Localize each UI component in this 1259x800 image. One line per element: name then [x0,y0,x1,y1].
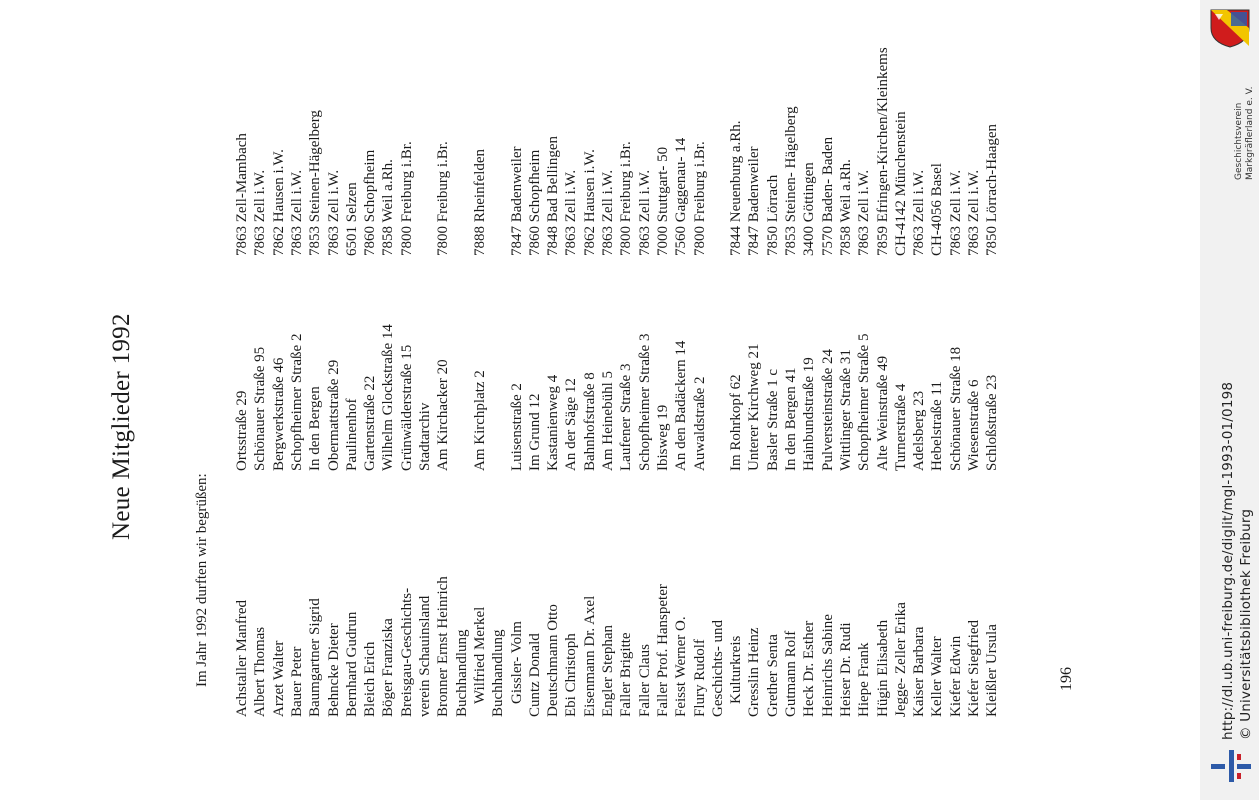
member-city: 7848 Bad Bellingen [545,136,562,256]
member-row [636,0,655,800]
source-url-link[interactable]: http://dl.ub.uni-freiburg.de/diglit/mgl-1993-01/0198 [1220,381,1236,740]
member-name: Bleich Erich [362,641,379,717]
member-row [910,0,929,800]
member-row [379,0,398,800]
member-row [892,0,911,800]
member-city: 7853 Steinen-Hägelberg [307,110,324,256]
member-name: Keller Walter [929,636,946,717]
member-row [489,0,508,800]
member-row [544,0,563,800]
member-name: Bronner Ernst Heinrich [435,576,452,717]
member-row [965,0,984,800]
member-city: 7863 Zell i.W. [856,169,873,256]
member-city: 7863 Zell i.W. [252,169,269,256]
member-city: 7863 Zell i.W. [947,169,964,256]
society-name-line2: Markgräflerland e. V. [1245,86,1255,180]
member-city: 7847 Badenweiler [508,146,525,256]
member-row [874,0,893,800]
member-name: Buchhandlung [453,629,470,717]
member-city: 7860 Schopfheim [362,149,379,256]
member-name: Kiefer Siegfried [966,619,982,717]
member-row [654,0,673,800]
member-name: Breisgau-Geschichts- [398,587,415,717]
member-row [434,0,453,800]
member-name: Kiefer Edwin [947,635,964,717]
member-city: 7858 Weil a.Rh. [380,159,397,256]
member-row [233,0,252,800]
member-street: Am Heinebühl 5 [600,371,616,471]
member-name: Behncke Dieter [325,623,342,717]
member-city: 7860 Schopfheim [526,149,543,256]
member-row [745,0,764,800]
intro-text: Im Jahr 1992 durften wir begrüßen: [194,473,210,687]
member-name: Heinrichs Sabine [819,614,836,717]
member-street: Ibisweg 19 [654,404,671,471]
viewer-sidebar [1200,0,1259,800]
member-street: Pulversteinstraße 24 [819,348,836,471]
member-city: 7560 Gaggenau- 14 [673,137,690,256]
member-street: Schönauer Straße 18 [947,346,964,471]
member-row [471,0,490,800]
member-name: Achstaller Manfred [234,599,250,717]
member-row [928,0,947,800]
member-city: 7863 Zell-Mambach [234,133,250,256]
member-city: 7862 Hausen i.W. [581,149,598,256]
sidebar-text-block [1200,0,1259,800]
member-street: Adelsberg 23 [911,390,928,471]
member-city: 7570 Baden- Baden [819,136,836,256]
member-street: An den Badäckern 14 [673,340,690,471]
member-street: Obermattstraße 29 [325,359,342,471]
member-city: CH-4142 Münchenstein [892,111,909,256]
member-street: Hebelstraße 11 [929,381,946,471]
member-name: Arzet Walter [270,640,287,717]
member-street: Wiesenstraße 6 [966,379,982,471]
member-name: Deutschmann Otto [545,604,562,717]
member-street: Bergwerkstraße 46 [270,357,287,471]
member-name: Feisst Werner O. [673,616,690,717]
member-street: Unterer Kirchweg 21 [746,343,763,471]
member-street: Ortsstraße 29 [234,390,250,471]
member-name: Engler Stephan [600,624,616,717]
page-number: 196 [1058,667,1075,691]
copyright-text: © Universitätsbibliothek Freiburg [1238,508,1254,740]
member-street: Wittlinger Straße 31 [837,349,854,471]
member-street: Basler Straße 1 c [764,368,781,471]
member-name: Wilfried Merkel [471,606,488,704]
member-name: Faller Brigitte [618,632,635,717]
member-city: 7888 Rheinfelden [471,148,488,256]
member-name: Jegge- Zeller Erika [892,602,909,717]
member-city: 7859 Efringen-Kirchen/Kleinkems [874,47,891,256]
member-row [947,0,966,800]
member-name: Grether Senta [764,634,781,717]
member-street: Auwaldstraße 2 [691,376,708,471]
member-row [983,0,1002,800]
member-city: 7800 Freiburg i.Br. [691,141,708,256]
member-street: Schopfheimer Straße 3 [636,333,653,471]
member-row [819,0,838,800]
member-row [398,0,417,800]
member-row [727,0,746,800]
member-city: 7844 Neuenburg a.Rh. [728,120,745,256]
member-name: Kleißler Ursula [984,624,1001,717]
member-street: Alte Weinstraße 49 [874,355,891,471]
member-name: Eisenmann Dr. Axel [581,595,598,717]
member-street: Schopfheimer Straße 2 [288,333,305,471]
member-name: Hiepe Frank [856,642,873,717]
member-street: Gartenstraße 22 [362,375,379,471]
member-name: verein Schauinsland [417,595,433,717]
member-city: 7858 Weil a.Rh. [837,159,854,256]
member-row [526,0,545,800]
member-street: Paulinenhof [343,398,360,471]
member-row [599,0,618,800]
member-row [709,0,728,800]
member-city: 6501 Selzen [343,182,360,256]
member-name: Heiser Dr. Rudi [837,622,854,717]
member-city: 7863 Zell i.W. [600,169,616,256]
member-street: Grünwälderstraße 15 [398,344,415,471]
member-row [837,0,856,800]
member-street: In den Bergen 41 [783,367,799,471]
member-street: Am Kirchplatz 2 [471,370,488,471]
member-row [855,0,874,800]
member-row [508,0,527,800]
member-street: Laufener Straße 3 [618,363,635,471]
page-title: Neue Mitglieder 1992 [108,313,135,540]
member-street: An der Säge 12 [563,378,580,471]
member-name: Flury Rudolf [691,639,708,717]
member-name: Geschichts- und [709,619,726,717]
member-name: Baumgartner Sigrid [307,598,324,717]
member-city: 7850 Lörrach-Haagen [984,123,1001,256]
member-city: CH-4056 Basel [929,163,946,256]
member-row [581,0,600,800]
member-street: Schopfheimer Straße 5 [856,333,873,471]
member-street: Im Rohrkopf 62 [728,374,745,471]
member-name: Cuntz Donald [526,633,543,717]
member-city: 7862 Hausen i.W. [270,149,287,256]
member-name: Bernhard Gudrun [343,611,360,717]
member-city: 7853 Steinen- Hägelberg [783,106,799,256]
member-name: Faller Prof. Hanspeter [654,584,671,717]
member-city: 7863 Zell i.W. [911,169,928,256]
member-row [764,0,783,800]
member-city: 7863 Zell i.W. [966,169,982,256]
member-name: Gresslin Heinz [746,627,763,717]
member-name: Hügin Elisabeth [874,619,891,717]
member-street: Bahnhofstraße 8 [581,372,598,471]
member-row [416,0,435,800]
member-name: Kaiser Barbara [911,626,928,717]
member-row [453,0,472,800]
coat-of-arms-icon [1207,8,1253,48]
member-name: Bauer Peter [288,646,305,717]
member-name: Böger Franziska [380,618,397,717]
member-name: Ebi Christoph [563,633,580,717]
member-city: 7800 Freiburg i.Br. [618,141,635,256]
member-city: 7863 Zell i.W. [325,169,342,256]
member-street: Im Grund 12 [526,393,543,471]
member-name: Buchhandlung [490,629,507,717]
member-city: 7847 Badenweiler [746,146,763,256]
member-city: 7863 Zell i.W. [288,169,305,256]
member-street: In den Bergen [307,386,324,471]
member-street: Kastanienweg 4 [545,374,562,471]
member-city: 7000 Stuttgart- 50 [654,146,671,256]
member-row [672,0,691,800]
member-row [343,0,362,800]
member-name: Heck Dr. Esther [801,620,818,717]
member-row [691,0,710,800]
member-city: 7800 Freiburg i.Br. [398,141,415,256]
member-street: Turnerstraße 4 [892,383,909,471]
member-row [782,0,801,800]
member-street: Am Kirchacker 20 [435,359,452,471]
member-row [270,0,289,800]
member-row [306,0,325,800]
member-row [800,0,819,800]
member-street: Stadtarchiv [417,402,433,471]
member-city: 7863 Zell i.W. [636,169,653,256]
ub-freiburg-logo-icon [1209,748,1253,784]
member-row [288,0,307,800]
member-street: Schloßstraße 23 [984,374,1001,471]
member-name: Albert Thomas [252,626,269,717]
member-row [562,0,581,800]
member-row [617,0,636,800]
member-city: 7800 Freiburg i.Br. [435,141,452,256]
member-street: Hainbundstraße 19 [801,357,818,471]
member-street: Schönauer Straße 95 [252,346,269,471]
society-name-line1: Geschichtsverein [1234,102,1244,180]
member-city: 7863 Zell i.W. [563,169,580,256]
member-name: Faller Claus [636,644,653,717]
member-city: 7850 Lörrach [764,174,781,256]
member-row [361,0,380,800]
member-name: Gissler- Volm [508,621,525,704]
member-city: 3400 Göttingen [801,162,818,256]
member-street: Wilhelm Glockstraße 14 [380,324,397,471]
member-row [325,0,344,800]
member-name: Kulturkreis [728,635,745,704]
member-name: Gutmann Rolf [783,630,799,717]
member-row [251,0,270,800]
member-street: Luisenstraße 2 [508,383,525,471]
